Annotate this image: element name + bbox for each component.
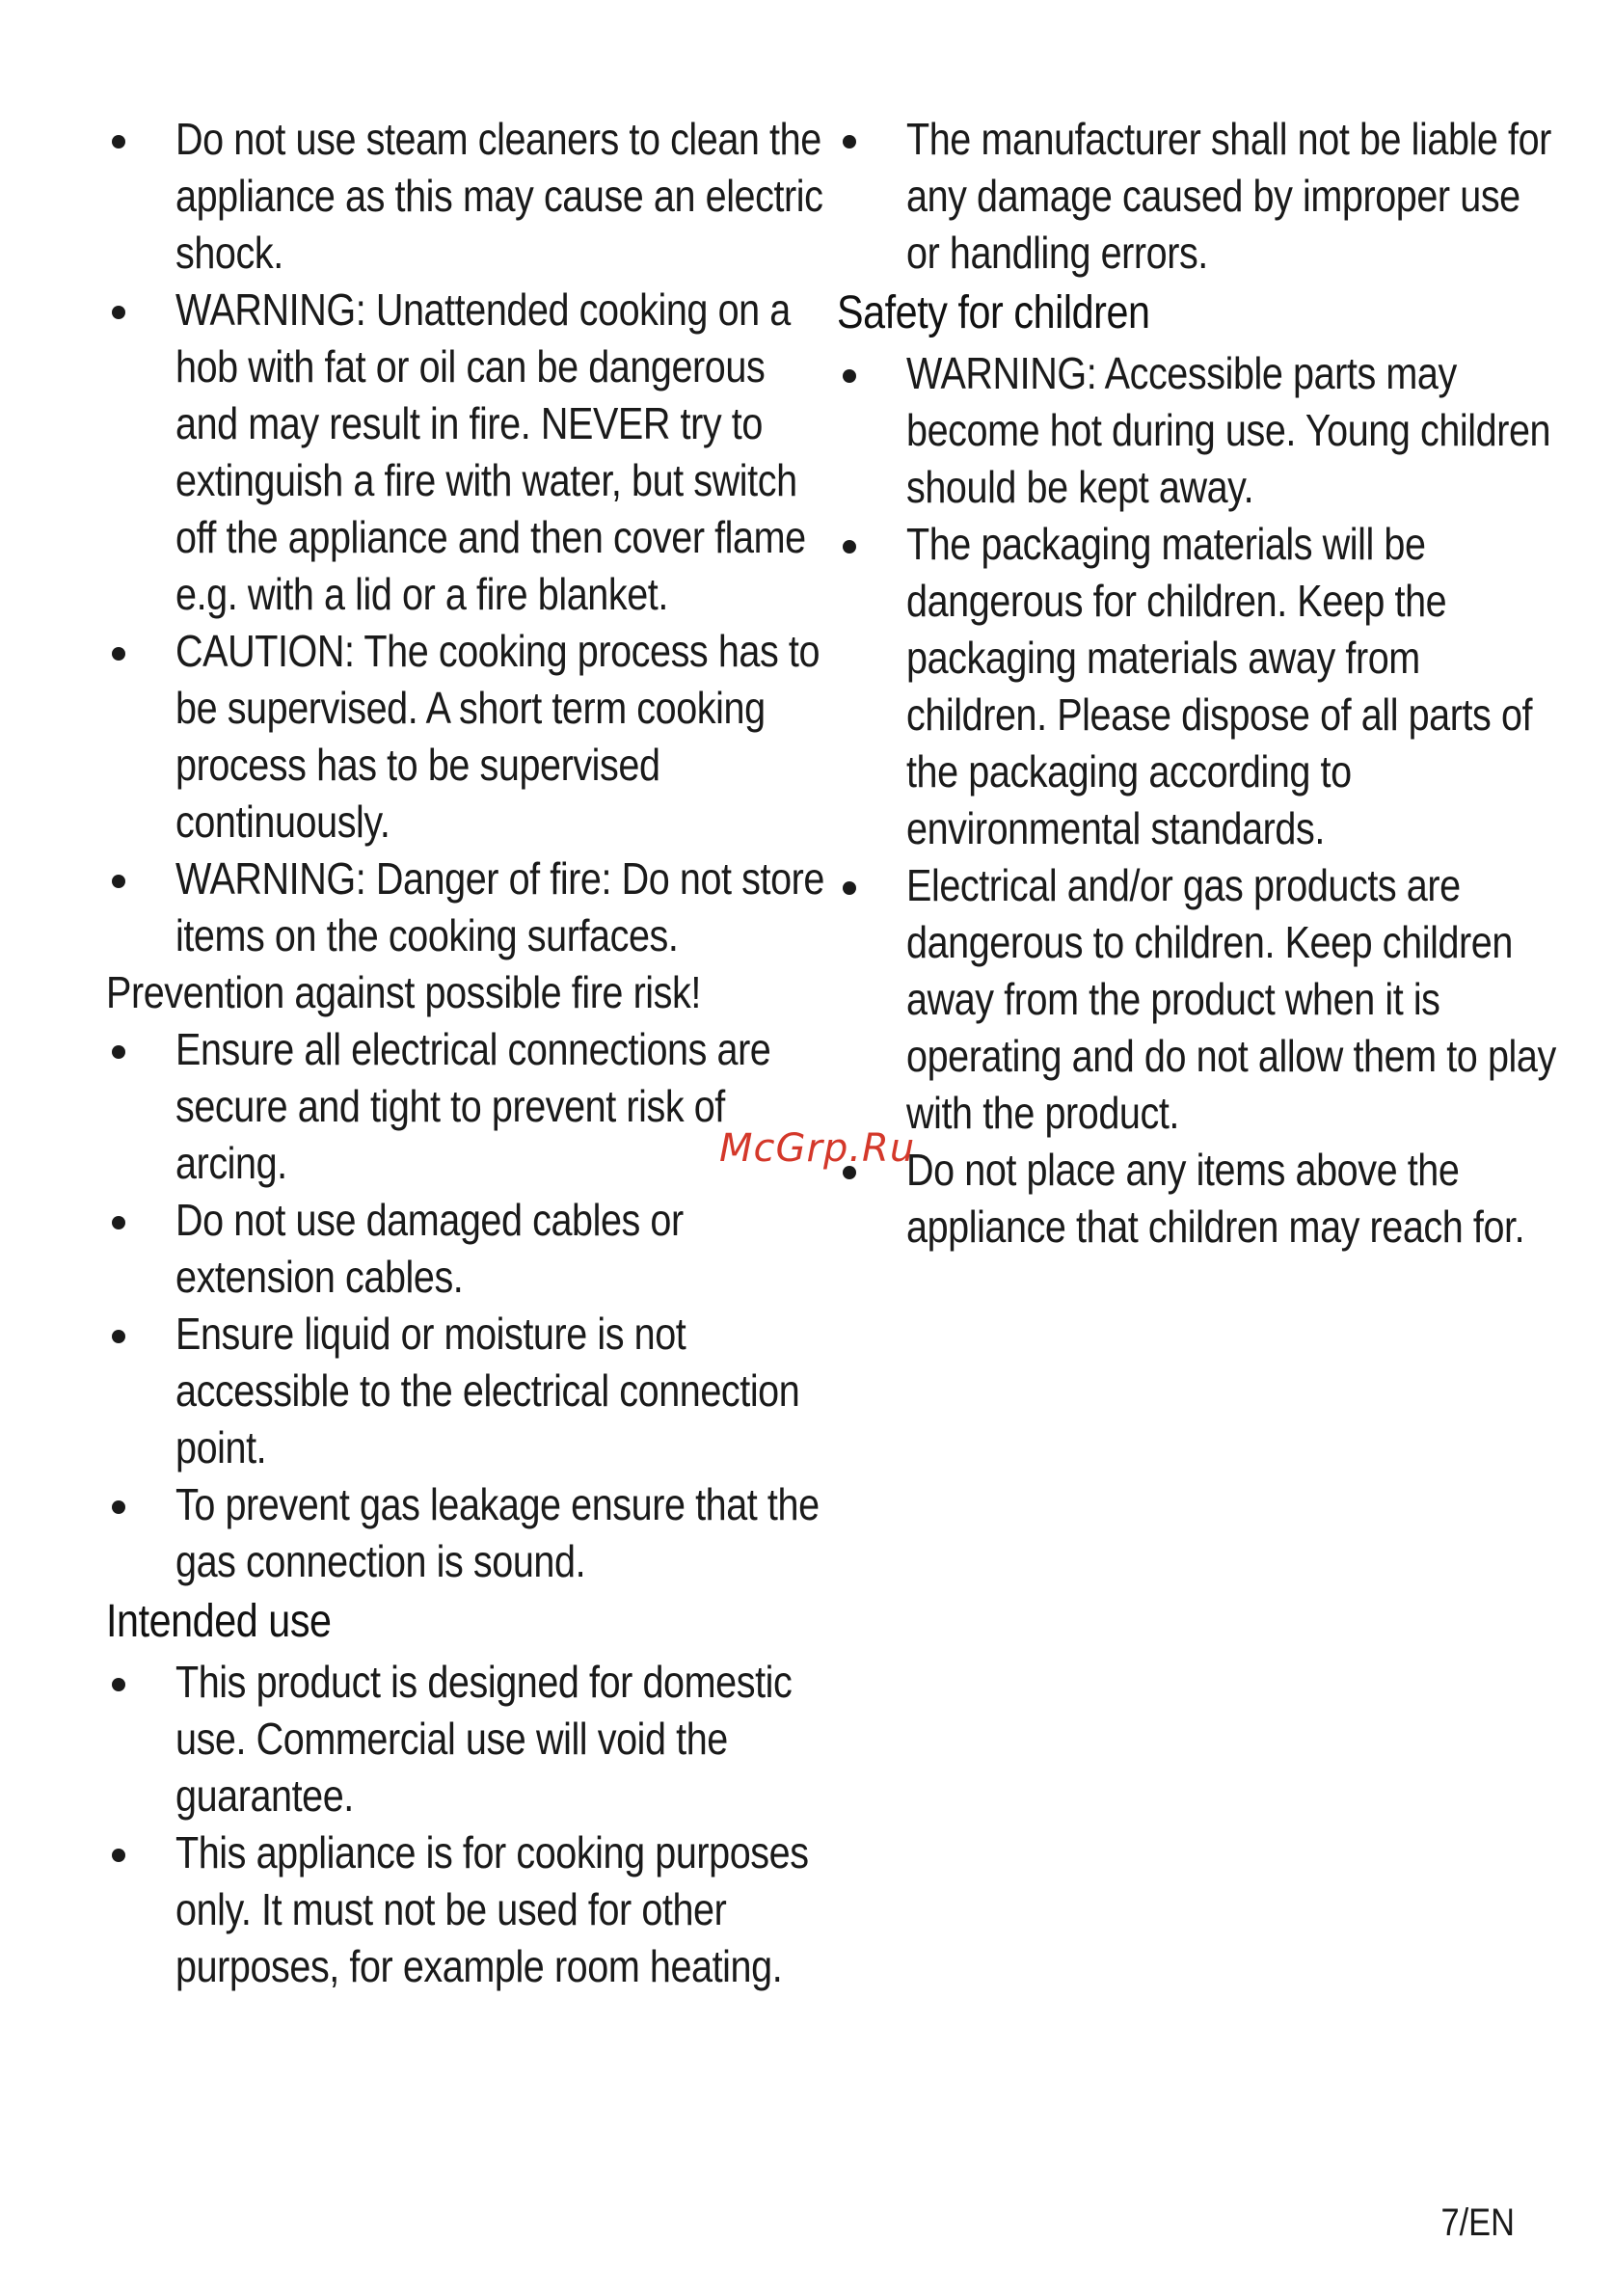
list-item bbox=[837, 111, 1551, 282]
fire-risk-heading: Prevention against possible fire risk! bbox=[106, 967, 701, 1017]
bullet-icon bbox=[112, 1678, 125, 1691]
list-item bbox=[106, 1021, 800, 1192]
bullet-icon bbox=[843, 540, 856, 554]
list-item bbox=[106, 623, 820, 851]
list-item-text: Ensure liquid or moisture is not accessible to the electrical connection point. bbox=[175, 1309, 800, 1472]
list-item-text: CAUTION: The cooking process has to be supervised. A short term cooking process has to be supervised continuously. bbox=[175, 626, 820, 847]
list-item-text: To prevent gas leakage ensure that the gas connection is sound. bbox=[175, 1479, 820, 1586]
bullet-list-intended-use bbox=[106, 1654, 809, 1995]
bullet-icon bbox=[112, 1045, 125, 1059]
list-item bbox=[837, 516, 1531, 857]
page-number: 7/EN bbox=[1440, 2201, 1515, 2244]
bullet-list-general-safety bbox=[106, 111, 824, 964]
intended-use-heading: Intended use bbox=[106, 1596, 332, 1647]
right-column bbox=[837, 111, 1556, 1256]
bullet-list-liability bbox=[837, 111, 1551, 282]
list-item bbox=[837, 1142, 1531, 1256]
list-item bbox=[106, 1824, 809, 1995]
watermark: McGrp.Ru bbox=[719, 1126, 916, 1171]
list-item-text: Do not use damaged cables or extension cables. bbox=[175, 1195, 684, 1302]
list-item bbox=[106, 1654, 800, 1824]
list-item-text: WARNING: Danger of fire: Do not store items on the cooking surfaces. bbox=[175, 853, 824, 960]
list-item bbox=[106, 851, 824, 964]
list-item bbox=[837, 345, 1551, 516]
list-item-text: The packaging materials will be dangerous for children. Keep the packaging materials away from children. Please dispose of all parts of the packaging according to environmental standards. bbox=[906, 519, 1533, 853]
list-item bbox=[837, 857, 1556, 1142]
children-safety-heading: Safety for children bbox=[837, 287, 1150, 338]
list-item bbox=[106, 1306, 800, 1476]
bullet-icon bbox=[112, 1216, 125, 1229]
bullet-list-children-safety bbox=[837, 345, 1556, 1256]
bullet-icon bbox=[112, 1330, 125, 1343]
list-item-text: Do not place any items above the appliance that children may reach for. bbox=[906, 1145, 1525, 1252]
bullet-icon bbox=[112, 1849, 125, 1862]
bullet-icon bbox=[112, 135, 125, 149]
bullet-icon bbox=[112, 1500, 125, 1514]
list-item-text: Do not use steam cleaners to clean the appliance as this may cause an electric shock. bbox=[175, 114, 823, 278]
list-item bbox=[106, 282, 806, 623]
list-item-text: WARNING: Unattended cooking on a hob with fat or oil can be dangerous and may result in fire. NEVER try to extinguish a fire with water, but switch off the appliance and then cover flame e.g. with a lid or a fire blanket. bbox=[175, 284, 806, 619]
list-item-text: Ensure all electrical connections are secure and tight to prevent risk of arcing. bbox=[175, 1024, 771, 1188]
bullet-icon bbox=[843, 369, 856, 383]
bullet-icon bbox=[112, 875, 125, 888]
list-item bbox=[106, 1476, 820, 1590]
bullet-icon bbox=[112, 306, 125, 319]
bullet-icon bbox=[843, 881, 856, 895]
list-item bbox=[106, 111, 823, 282]
list-item-text: This product is designed for domestic use. Commercial use will void the guarantee. bbox=[175, 1657, 793, 1821]
list-item bbox=[106, 1192, 800, 1306]
bullet-icon bbox=[112, 647, 125, 661]
list-item-text: The manufacturer shall not be liable for any damage caused by improper use or handling errors. bbox=[906, 114, 1551, 278]
bullet-icon bbox=[843, 135, 856, 149]
list-item-text: Electrical and/or gas products are dangerous to children. Keep children away from the product when it is operating and do not allow them to play with the product. bbox=[906, 860, 1556, 1138]
list-item-text: This appliance is for cooking purposes only. It must not be used for other purposes, for example room heating. bbox=[175, 1827, 809, 1991]
list-item-text: WARNING: Accessible parts may become hot during use. Young children should be kept away. bbox=[906, 348, 1551, 512]
